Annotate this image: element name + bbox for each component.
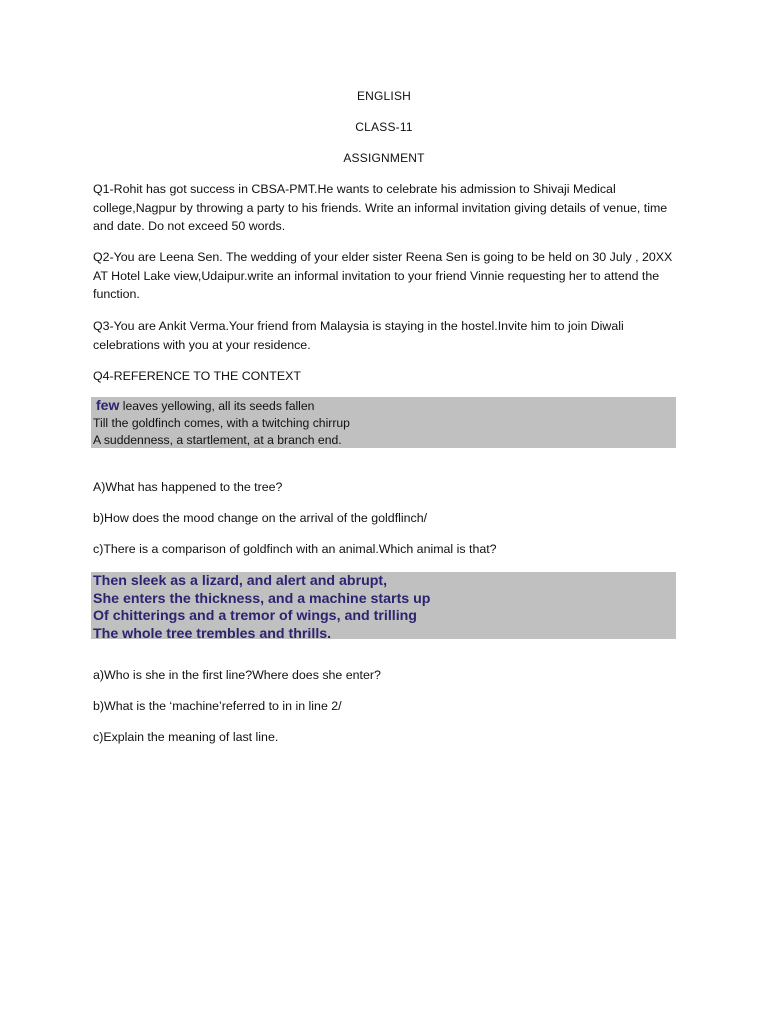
subject-heading: ENGLISH <box>356 89 412 103</box>
extract-1-line-3: A suddenness, a startlement, at a branch end. <box>93 433 342 447</box>
extract-2-line-2: She enters the thickness, and a machine starts up <box>93 590 431 607</box>
extract-2-question-c: c)Explain the meaning of last line. <box>93 730 279 744</box>
extract-1-question-b: b)How does the mood change on the arrival of the goldflinch/ <box>93 511 428 525</box>
extract-2-line-4: The whole tree trembles and thrills. <box>93 625 332 642</box>
extract-2-line-1: Then sleek as a lizard, and alert and abrupt, <box>93 573 388 589</box>
extract-1-line-2: Till the goldfinch comes, with a twitching chirrup <box>93 416 350 430</box>
extract-1-box <box>91 397 676 448</box>
assignment-heading: ASSIGNMENT <box>343 151 425 165</box>
extract-1-line-1-rest: leaves yellowing, all its seeds fallen <box>119 399 315 413</box>
extract-2-box <box>91 572 676 642</box>
question-3: Q3-You are Ankit Verma.Your friend from Malaysia is staying in the hostel.Invite him to join Diwali celebrations with you at your residence. <box>93 319 624 352</box>
question-1: Q1-Rohit has got success in CBSA-PMT.He wants to celebrate his admission to Shivaji Medical college,Nagpur by throwing a party to his friends. Write an informal invitation giving details of venue, time and date. Do not exceed 50 words. <box>93 182 668 233</box>
extract-2-question-a: a)Who is she in the first line?Where does she enter? <box>93 668 381 682</box>
extract-1-line-1 <box>93 397 676 415</box>
class-heading: CLASS-11 <box>355 120 413 134</box>
extract-1-question-a: A)What has happened to the tree? <box>93 480 283 494</box>
extract-2-question-b: b)What is the ‘machine’referred to in in line 2/ <box>93 699 342 713</box>
question-2: Q2-You are Leena Sen. The wedding of your elder sister Reena Sen is going to be held on 30 July , 20XX AT Hotel Lake view,Udaipur.write an informal invitation to your friend Vinnie requesting her to attend the function. <box>93 250 673 301</box>
extract-1-first-word: few <box>96 397 120 413</box>
question-4-heading: Q4-REFERENCE TO THE CONTEXT <box>93 369 301 383</box>
extract-1-question-c: c)There is a comparison of goldfinch with an animal.Which animal is that? <box>93 542 497 556</box>
extract-2-line-3: Of chitterings and a tremor of wings, and trilling <box>93 608 417 625</box>
